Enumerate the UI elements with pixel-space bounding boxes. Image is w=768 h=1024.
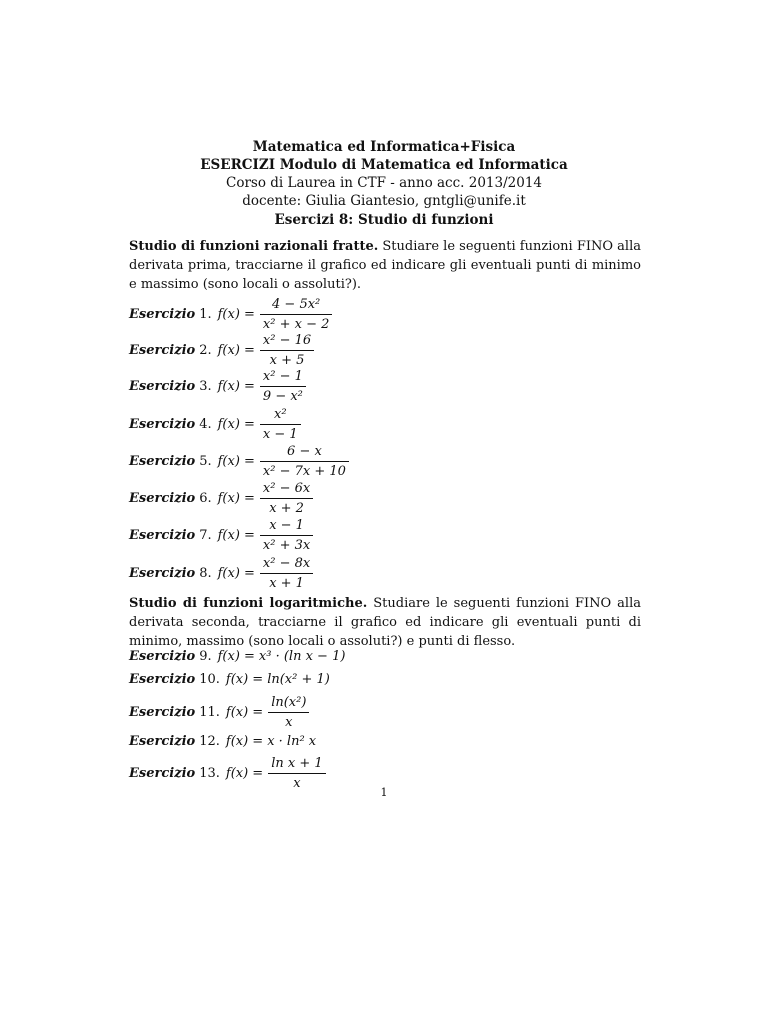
exercise-number: 8. bbox=[199, 565, 212, 581]
exercise-number: 1. bbox=[199, 306, 212, 322]
exercise-label: Esercizio bbox=[129, 453, 196, 469]
numerator: ln(x²) bbox=[271, 694, 307, 710]
module-title: ESERCIZI Modulo di Matematica ed Informatica bbox=[200, 157, 568, 173]
exercise-label: Esercizio bbox=[129, 671, 196, 687]
exercise-number: 11. bbox=[199, 704, 220, 720]
fraction bbox=[260, 297, 332, 332]
document-header bbox=[0, 138, 768, 210]
function-symbol: f(x) = bbox=[217, 648, 255, 664]
function-expression: x³ · (ln x − 1) bbox=[258, 648, 346, 664]
fraction bbox=[260, 518, 313, 553]
numerator: x² − 8x bbox=[262, 555, 311, 571]
numerator: 4 − 5x² bbox=[272, 296, 321, 312]
function-symbol: f(x) = bbox=[217, 378, 255, 394]
fraction bbox=[260, 444, 349, 479]
exercise-number: 12. bbox=[199, 733, 220, 749]
numerator: 6 − x bbox=[287, 443, 322, 459]
exercise-label: Esercizio bbox=[129, 416, 196, 432]
exercise-3 bbox=[129, 366, 306, 406]
fraction bbox=[260, 407, 301, 442]
degree-info: Corso di Laurea in CTF - anno acc. 2013/2014 bbox=[225, 175, 543, 191]
function-symbol: f(x) = bbox=[217, 490, 255, 506]
exercise-number: 2. bbox=[199, 342, 212, 358]
function-symbol: f(x) = bbox=[225, 765, 264, 781]
function-symbol: f(x) = bbox=[217, 416, 255, 432]
exercise-label: Esercizio bbox=[129, 765, 196, 781]
denominator: x bbox=[268, 712, 309, 730]
exercise-1 bbox=[129, 294, 332, 334]
exercise-number: 7. bbox=[199, 527, 212, 543]
exercise-label: Esercizio bbox=[129, 490, 196, 506]
function-symbol: f(x) = bbox=[225, 704, 264, 720]
denominator: x − 1 bbox=[260, 424, 301, 442]
exercise-5 bbox=[129, 441, 349, 481]
exercise-4 bbox=[129, 404, 301, 444]
exercise-label: Esercizio bbox=[129, 342, 196, 358]
fraction bbox=[260, 556, 313, 591]
fraction bbox=[260, 481, 313, 516]
exercise-number: 3. bbox=[199, 378, 212, 394]
exercise-number: 13. bbox=[199, 765, 220, 781]
denominator: 9 − x² bbox=[260, 386, 306, 404]
function-symbol: f(x) = bbox=[225, 671, 264, 687]
function-symbol: f(x) = bbox=[217, 527, 255, 543]
exercise-label: Esercizio bbox=[129, 565, 196, 581]
function-symbol: f(x) = bbox=[217, 342, 255, 358]
exercise-7 bbox=[129, 515, 313, 555]
section-log-text: Studiare le seguenti funzioni FINO alla derivata seconda, tracciarne il grafico ed indicare gli eventuali punti di minimo, massimo (sono locali o assoluti?) e punti di flesso. bbox=[129, 596, 641, 649]
function-symbol: f(x) = bbox=[217, 306, 255, 322]
fraction bbox=[260, 369, 306, 404]
exercise-number: 9. bbox=[199, 648, 212, 664]
sheet-title: Esercizi 8: Studio di funzioni bbox=[274, 212, 494, 228]
denominator: x + 1 bbox=[260, 573, 313, 591]
exercise-number: 6. bbox=[199, 490, 212, 506]
exercise-6 bbox=[129, 478, 313, 518]
numerator: x² − 1 bbox=[262, 368, 303, 384]
section-rational-lead: Studio di funzioni razionali fratte. bbox=[129, 239, 379, 254]
section-rational-text: Studiare le seguenti funzioni FINO alla derivata prima, tracciarne il grafico ed indicare gli eventuali punti di minimo e massimo (sono locali o assoluti?). bbox=[129, 239, 641, 292]
numerator: x² − 6x bbox=[262, 480, 311, 496]
exercise-number: 4. bbox=[199, 416, 212, 432]
exercise-2 bbox=[129, 330, 314, 370]
denominator: x² + x − 2 bbox=[260, 314, 332, 332]
denominator: x² − 7x + 10 bbox=[260, 461, 349, 479]
course-title: Matematica ed Informatica+Fisica bbox=[252, 139, 516, 155]
exercise-8 bbox=[129, 553, 313, 593]
function-symbol: f(x) = bbox=[217, 453, 255, 469]
denominator: x + 2 bbox=[260, 498, 313, 516]
fraction bbox=[260, 333, 314, 368]
numerator: x − 1 bbox=[269, 517, 304, 533]
function-expression: ln(x² + 1) bbox=[267, 671, 330, 687]
exercise-number: 5. bbox=[199, 453, 212, 469]
denominator: x + 5 bbox=[260, 350, 314, 368]
numerator: x² bbox=[274, 406, 287, 422]
denominator: x bbox=[268, 773, 325, 791]
exercise-label: Esercizio bbox=[129, 378, 196, 394]
exercise-label: Esercizio bbox=[129, 648, 196, 664]
function-expression: x · ln² x bbox=[267, 733, 317, 749]
numerator: ln x + 1 bbox=[271, 755, 323, 771]
exercise-number: 10. bbox=[199, 671, 220, 687]
section-rational-intro bbox=[129, 237, 641, 294]
exercise-label: Esercizio bbox=[129, 306, 196, 322]
teacher-info: docente: Giulia Giantesio, gntgli@unife.it bbox=[242, 193, 526, 209]
exercise-label: Esercizio bbox=[129, 704, 196, 720]
function-symbol: f(x) = bbox=[217, 565, 255, 581]
denominator: x² + 3x bbox=[260, 535, 313, 553]
section-log-lead: Studio di funzioni logaritmiche. bbox=[129, 596, 368, 611]
page-number: 1 bbox=[380, 786, 388, 799]
exercise-label: Esercizio bbox=[129, 733, 196, 749]
exercise-label: Esercizio bbox=[129, 527, 196, 543]
numerator: x² − 16 bbox=[262, 332, 312, 348]
function-symbol: f(x) = bbox=[225, 733, 264, 749]
